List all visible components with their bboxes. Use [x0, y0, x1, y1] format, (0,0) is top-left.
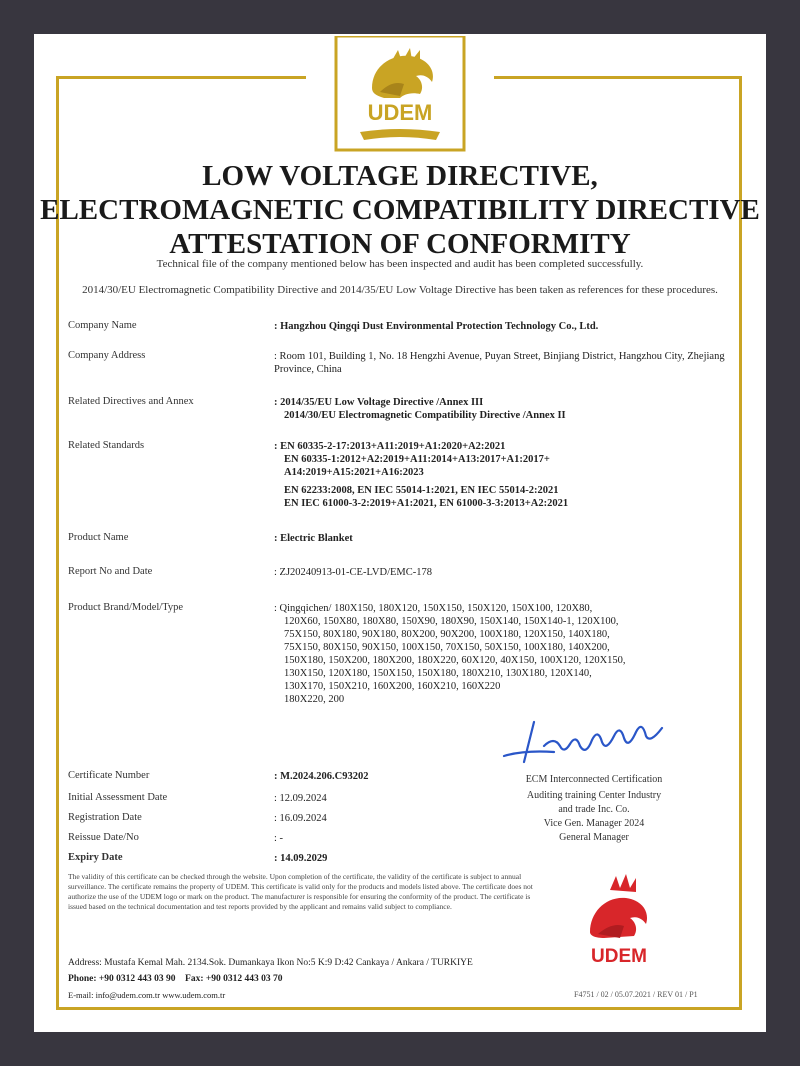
standards-value-5: EN IEC 61000-3-2:2019+A1:2021, EN 61000-3-3:2013+A2:2021 [284, 498, 569, 509]
product-name-value: : Electric Blanket [274, 533, 353, 544]
expiry-date-value: : 14.09.2029 [274, 853, 328, 864]
intro-text-1: Technical file of the company mentioned below has been inspected and audit has been completed successfully. [156, 258, 644, 270]
company-name-label: Company Name [68, 320, 137, 331]
company-name-value: : Hangzhou Qingqi Dust Environmental Protection Technology Co., Ltd. [274, 321, 599, 332]
company-address-value: : Room 101, Building 1, No. 18 Hengzhi Avenue, Puyan Street, Binjiang District, Hangzhou City, Zhejiang Province, China [274, 351, 725, 375]
intro-text-2: 2014/30/EU Electromagnetic Compatibility Directive and 2014/35/EU Low Voltage Directive has been taken as references for these procedures. [82, 284, 718, 296]
brand-value-3: 75X150, 80X180, 90X180, 80X200, 90X200, 100X180, 120X150, 140X180, [284, 629, 610, 640]
brand-value-4: 75X150, 80X150, 90X150, 100X150, 70X150, 50X150, 100X180, 140X200, [284, 642, 610, 653]
brand-value-5: 150X180, 150X200, 180X200, 180X220, 60X120, 40X150, 100X120, 120X150, [284, 655, 626, 666]
report-value: : ZJ20240913-01-CE-LVD/EMC-178 [274, 567, 432, 578]
title-line-3: ATTESTATION OF CONFORMITY [169, 228, 631, 260]
lion-head-icon [590, 874, 647, 938]
cert-number-value: : M.2024.206.C93202 [274, 771, 369, 782]
form-number: F4751 / 02 / 05.07.2021 / REV 01 / P1 [574, 990, 698, 999]
brand-value-7: 130X170, 150X210, 160X200, 160X210, 160X220 [284, 681, 501, 692]
contact-phone: Phone: +90 0312 443 03 90 [68, 974, 176, 984]
registration-date-value: : 16.09.2024 [274, 813, 327, 824]
reissue-value: : - [274, 833, 284, 844]
udem-bottom-logo-text: UDEM [591, 946, 647, 967]
initial-date-label: Initial Assessment Date [68, 792, 168, 803]
udem-bottom-logo [564, 870, 674, 970]
registration-date-label: Registration Date [68, 812, 142, 823]
standards-value-2: EN 60335-1:2012+A2:2019+A11:2014+A13:2017+A1:2017+ [284, 454, 550, 465]
expiry-date-label: Expiry Date [68, 852, 123, 863]
standards-value-1: : EN 60335-2-17:2013+A11:2019+A1:2020+A2:2021 [274, 441, 506, 452]
standards-label: Related Standards [68, 440, 145, 451]
title-line-2: ELECTROMAGNETIC COMPATIBILITY DIRECTIVE [40, 194, 760, 226]
company-address-label: Company Address [68, 350, 146, 361]
certificate-paper [34, 34, 766, 1032]
product-name-label: Product Name [68, 532, 129, 543]
brand-value-2: 120X60, 150X80, 180X80, 150X90, 180X90, 150X140, 150X140-1, 120X100, [284, 616, 619, 627]
signer-line-1: ECM Interconnected Certification [525, 774, 663, 785]
directives-value-2: 2014/30/EU Electromagnetic Compatibility Directive /Annex II [284, 410, 566, 421]
signer-line-5: General Manager [559, 832, 629, 843]
standards-value-3: A14:2019+A15:2021+A16:2023 [284, 467, 424, 478]
udem-top-logo-text: UDEM [367, 100, 433, 125]
cert-number-label: Certificate Number [68, 770, 150, 781]
contact-address: Address: Mustafa Kemal Mah. 2134.Sok. Dumankaya Ikon No:5 K:9 D:42 Cankaya / Ankara / TURKIYE [68, 958, 473, 968]
signer-line-4: Vice Gen. Manager 2024 [543, 818, 645, 829]
signature [494, 706, 684, 766]
contact-email: E-mail: info@udem.com.tr www.udem.com.tr [68, 990, 226, 1000]
signer-line-3: and trade Inc. Co. [558, 804, 630, 815]
report-label: Report No and Date [68, 566, 153, 577]
udem-top-logo [332, 36, 468, 152]
directives-label: Related Directives and Annex [68, 396, 194, 407]
initial-date-value: : 12.09.2024 [274, 793, 327, 804]
contact-fax: Fax: +90 0312 443 03 70 [185, 974, 283, 984]
contact-phone-fax [68, 974, 283, 984]
signer-line-2: Auditing training Center Industry [526, 790, 662, 801]
brand-label: Product Brand/Model/Type [68, 602, 184, 613]
brand-value-1: : Qingqichen/ 180X150, 180X120, 150X150, 150X120, 150X100, 120X80, [274, 603, 593, 614]
title-line-1: LOW VOLTAGE DIRECTIVE, [202, 160, 598, 192]
reissue-label: Reissue Date/No [68, 832, 139, 843]
brand-value-6: 130X150, 120X180, 150X150, 150X180, 180X210, 130X180, 120X140, [284, 668, 592, 679]
disclaimer-text: The validity of this certificate can be checked through the website. Upon completion of the certificate, the validity of the certificate is subject to annual surveillance. The certificate remains the property of UDEM. This certificate is valid only for the products and models listed above. The certificate does not authorize the use of the UDEM logo or mark on the product. The manufacturer is responsible for ensuring the conformity of the product. The certificate is issued based on the technical documentation and test reports provided by the applicant and remains valid subject to compliance. [68, 872, 533, 911]
standards-value-4: EN 62233:2008, EN IEC 55014-1:2021, EN IEC 55014-2:2021 [284, 485, 559, 496]
directives-value-1: : 2014/35/EU Low Voltage Directive /Annex III [274, 397, 484, 408]
brand-value-8: 180X220, 200 [284, 694, 345, 705]
